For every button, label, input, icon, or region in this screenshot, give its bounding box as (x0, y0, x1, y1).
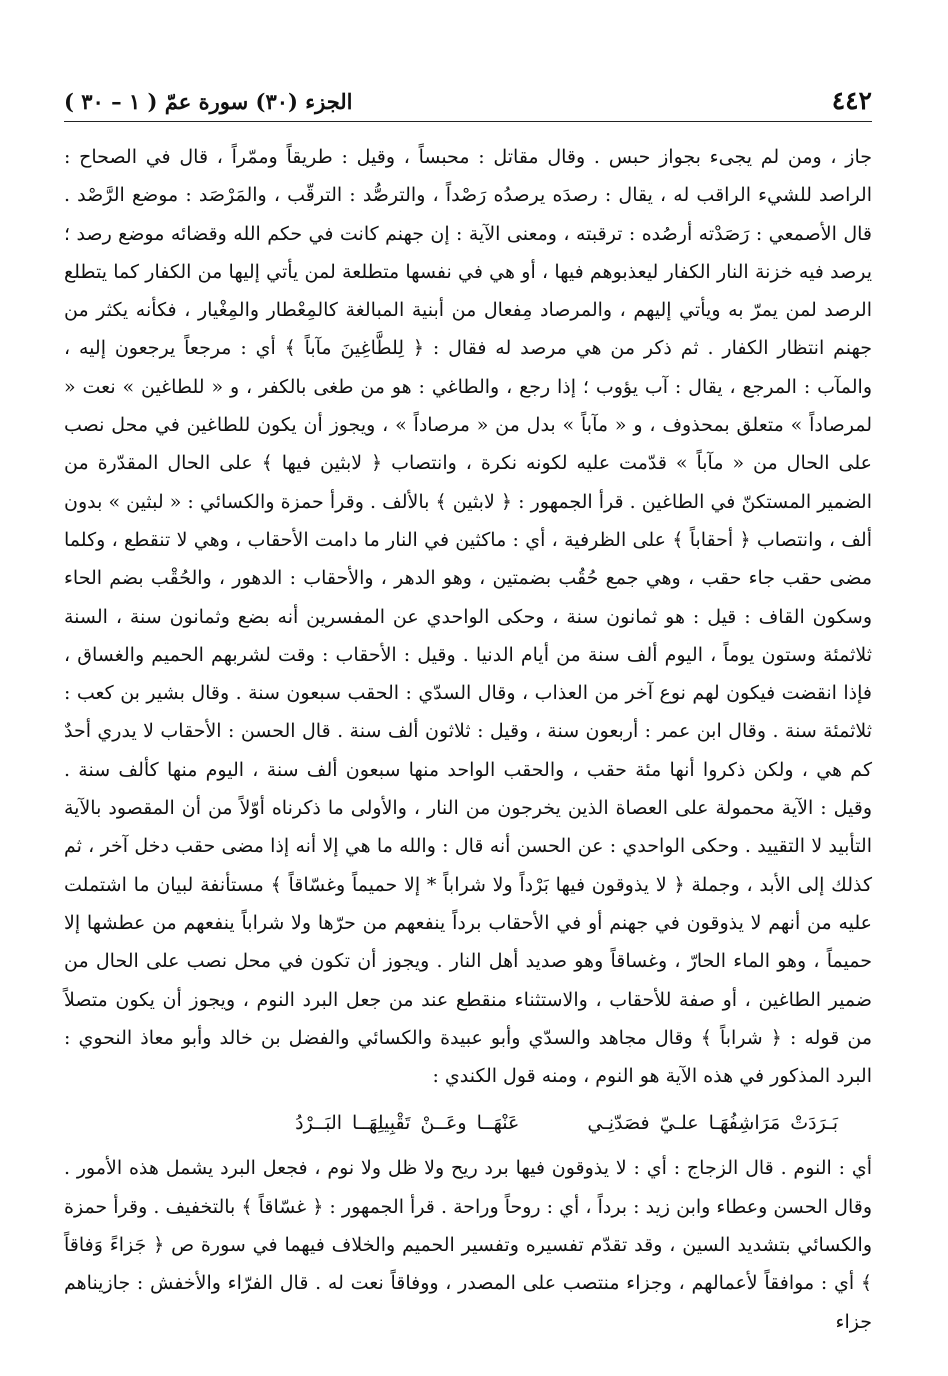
poem-verse (64, 1103, 872, 1143)
page-number: ٤٤٢ (831, 86, 872, 115)
poem-hemistich-second: عَنْهَــا وعَــنْ تَقْبِيلِهَــا البَــرْدُ (295, 1112, 520, 1135)
paragraph: جاز ، ومن لم يجىء بجواز حبس . وقال مقاتل : محبساً ، وقيل : طريقاً وممّراً ، قال في الصحاح : الراصد للشيء الراقب له ، يقال : رصدَه يرصدُه رَصْداً ، والترصُّد : الترقّب ، والمَرْصَد : موضع الرَّصْد . قال الأصمعي : رَصَدْته أرصُده : ترقبته ، ومعنى الآية : إن جهنم كانت في حكم الله وقضائه موضع رصد ؛ يرصد فيه خزنة النار الكفار ليعذبوهم فيها ، أو هي في نفسها متطلعة لمن يأتي إليها من الكفار كما يتطلع الرصد لمن يمرّ به ويأتي إليهم ، والمرصاد مِفعال من أبنية المبالغة كالمِعْطار والمِغْيار ، فكأنه يكثر من جهنم انتظار الكفار . ثم ذكر من هي مرصد له فقال : ﴿ لِلطَّاغِينَ مآباً ﴾ أي : مرجعاً يرجعون إليه ، والمآب : المرجع ، يقال : آب يؤوب ؛ إذا رجع ، والطاغي : هو من طغى بالكفر ، و « للطاغين » نعت « لمرصاداً » متعلق بمحذوف ، و « مآباً » بدل من « مرصاداً » ، ويجوز أن يكون للطاغين في محل نصب على الحال من « مآباً » قدّمت عليه لكونه نكرة ، وانتصاب ﴿ لابثين فيها ﴾ على الحال المقدّرة من الضمير المستكنّ في الطاغين . قرأ الجمهور : ﴿ لابثين ﴾ بالألف . وقرأ حمزة والكسائي : « لبثين » بدون ألف ، وانتصاب ﴿ أحقاباً ﴾ على الظرفية ، أي : ماكثين في النار ما دامت الأحقاب ، وهي لا تنقطع ، وكلما مضى حقب جاء حقب ، وهي جمع حُقُب بضمتين ، وهو الدهر ، والأحقاب : الدهور ، والحُقْب بضم الحاء وسكون القاف : قيل : هو ثمانون سنة ، وحكى الواحدي عن المفسرين أنه بضع وثمانون سنة ، السنة ثلاثمئة وستون يوماً ، اليوم ألف سنة من أيام الدنيا . وقيل : الأحقاب : وقت لشربهم الحميم والغساق ، فإذا انقضت فيكون لهم نوع آخر من العذاب ، وقال السدّي : الحقب سبعون سنة . وقال بشير بن كعب : ثلاثمئة سنة . وقال ابن عمر : أربعون سنة ، وقيل : ثلاثون ألف سنة . قال الحسن : الأحقاب لا يدري أحدٌ كم هي ، ولكن ذكروا أنها مئة حقب ، والحقب الواحد منها سبعون ألف سنة ، اليوم منها كألف سنة . وقيل : الآية محمولة على العصاة الذين يخرجون من النار ، والأولى ما ذكرناه أوّلاً من أن المقصود بالآية التأبيد لا التقييد . وحكى الواحدي : عن الحسن أنه قال : والله ما هي إلا أنه إذا مضى حقب دخل آخر ، ثم كذلك إلى الأبد ، وجملة ﴿ لا يذوقون فيها بَرْداً ولا شراباً * إلا حميماً وغسّاقاً ﴾ مستأنفة لبيان ما اشتملت عليه من أنهم لا يذوقون في جهنم أو في الأحقاب برداً ينفعهم من حرّها ولا شراباً ينفعهم من عطشها إلا حميماً ، وهو الماء الحارّ ، وغساقاً وهو صديد أهل النار . ويجوز أن تكون في محل نصب على الحال من ضمير الطاغين ، أو صفة للأحقاب ، والاستثناء منقطع عند من جعل البرد النوم ، ويجوز أن يكون متصلاً من قوله : ﴿ شراباً ﴾ وقال مجاهد والسدّي وأبو عبيدة والكسائي والفضل بن خالد وأبو معاذ النحوي : البرد المذكور في هذه الآية هو النوم ، ومنه قول الكندي : (64, 146, 872, 1088)
running-title: الجزء (٣٠) سورة عمّ ( ١ – ٣٠ ) (64, 89, 353, 114)
paragraph: أي : النوم . قال الزجاج : أي : لا يذوقون فيها برد ريح ولا ظل ولا نوم ، فجعل البرد يشمل هذه الأمور . وقال الحسن وعطاء وابن زيد : برداً ، أي : روحاً وراحة . قرأ الجمهور : ﴿ غسّاقاً ﴾ بالتخفيف . وقرأ حمزة والكسائي بتشديد السين ، وقد تقدّم تفسيره وتفسير الحميم والخلاف فيهما في سورة ص ﴿ جَزاءً وَفاقاً ﴾ أي : موافقاً لأعمالهم ، وجزاء منتصب على المصدر ، ووفاقاً نعت له . قال الفرّاء والأخفش : جازيناهم جزاء (64, 1157, 872, 1333)
page-header (64, 86, 872, 122)
header-rule (64, 121, 872, 122)
poem-hemistich-first: بَـرَدَتْ مَرَاشِفُهَـا علـيّ فصَدّنِـي (587, 1112, 838, 1135)
body-text (64, 138, 872, 1341)
